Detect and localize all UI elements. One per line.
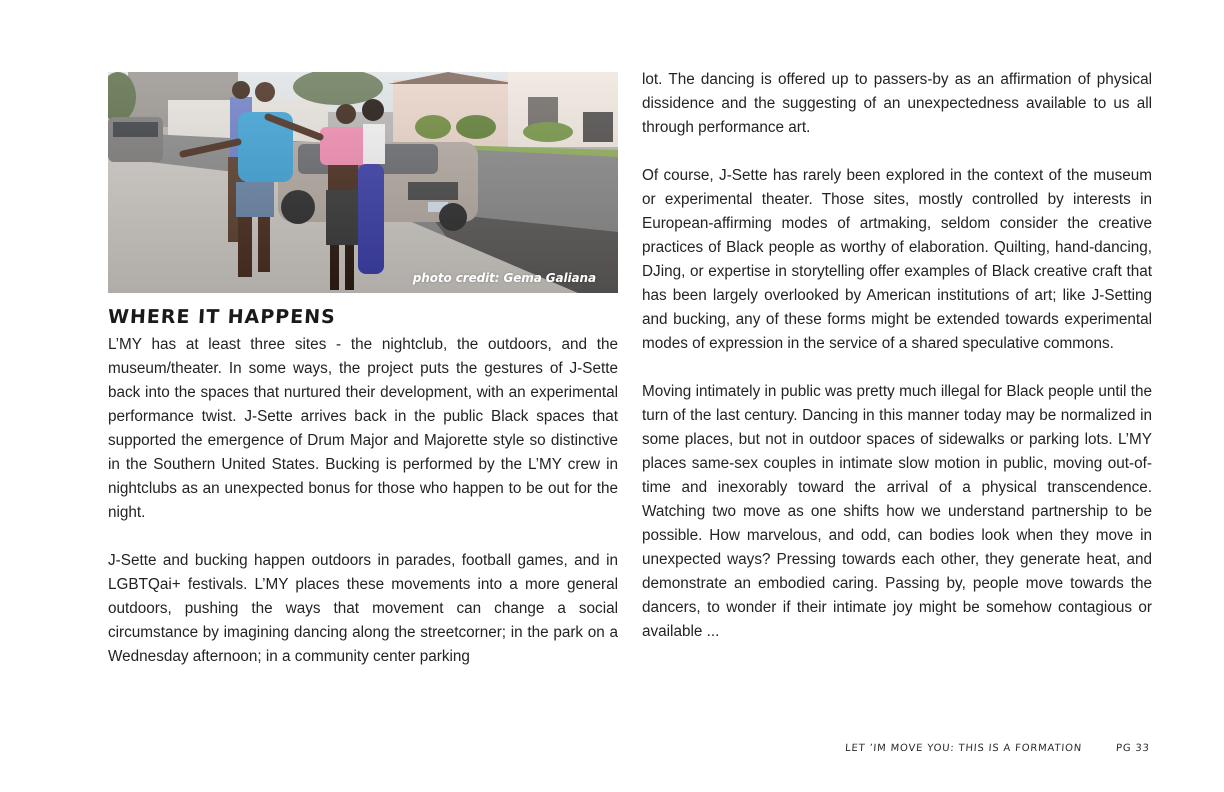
right-column [642, 68, 1152, 644]
page-number: PG 33 [1115, 743, 1151, 754]
photo-illustration [108, 72, 618, 293]
body-paragraph: lot. The dancing is offered up to passers-by as an affirmation of physical dissidence and the suggesting of an unexpectedness available to us all through performance art. [642, 71, 1152, 136]
body-paragraph: J-Sette and bucking happen outdoors in parades, football games, and in LGBTQai+ festivals. L’MY places these movements into a more general outdoors, pushing the ways that movement can change a social circumstance by imagining dancing along the streetcorner; in the park on a Wednesday afternoon; in a community center parking [108, 552, 618, 665]
body-paragraph: L’MY has at least three sites - the nightclub, the outdoors, and the museum/theater. In some ways, the project puts the gestures of J-Sette back into the spaces that nurtured their development, with an experimental performance twist. J-Sette arrives back in the public Black spaces that supported the emergence of Drum Major and Majorette style so distinctive in the Southern United States. Bucking is performed by the L’MY crew in nightclubs as an unexpected bonus for those who happen to be out for the night. [108, 336, 618, 521]
section-heading: WHERE IT HAPPENS [107, 306, 337, 328]
running-title: LET ’IM MOVE YOU: THIS IS A FORMATION [844, 743, 1083, 754]
page-footer [845, 743, 1150, 754]
left-column [108, 333, 618, 669]
body-paragraph: Of course, J-Sette has rarely been explored in the context of the museum or experimental theater. Those sites, mostly controlled by interests in European-affirming modes of artmaking, seldom consider the creative practices of Black people as worthy of elaboration. Quilting, hand-dancing, DJing, or expertise in storytelling offer examples of Black creative craft that has been largely overlooked by American institutions of art; like J-Setting and bucking, any of these forms might be extended towards experimental modes of expression in the service of a shared speculative commons. [642, 167, 1152, 352]
body-paragraph: Moving intimately in public was pretty much illegal for Black people until the turn of the last century. Dancing in this manner today may be normalized in some places, but not in outdoor spaces of sidewalks or parking lots. L’MY places same-sex couples in intimate slow motion in public, moving out-of-time and inexorably toward the arrival of a physical transcendence. Watching two move as one shifts how we understand partnership to be possible. How marvelous, and odd, can bodies look when they move in unexpected ways? Pressing towards each other, they generate heat, and demonstrate an embodied caring. Passing by, people move towards the dancers, to wonder if their intimate joy might be somehow contagious or available ... [642, 383, 1152, 640]
photo-credit: photo credit: Gema Galiana [412, 271, 596, 285]
dancers-photo [108, 72, 618, 293]
